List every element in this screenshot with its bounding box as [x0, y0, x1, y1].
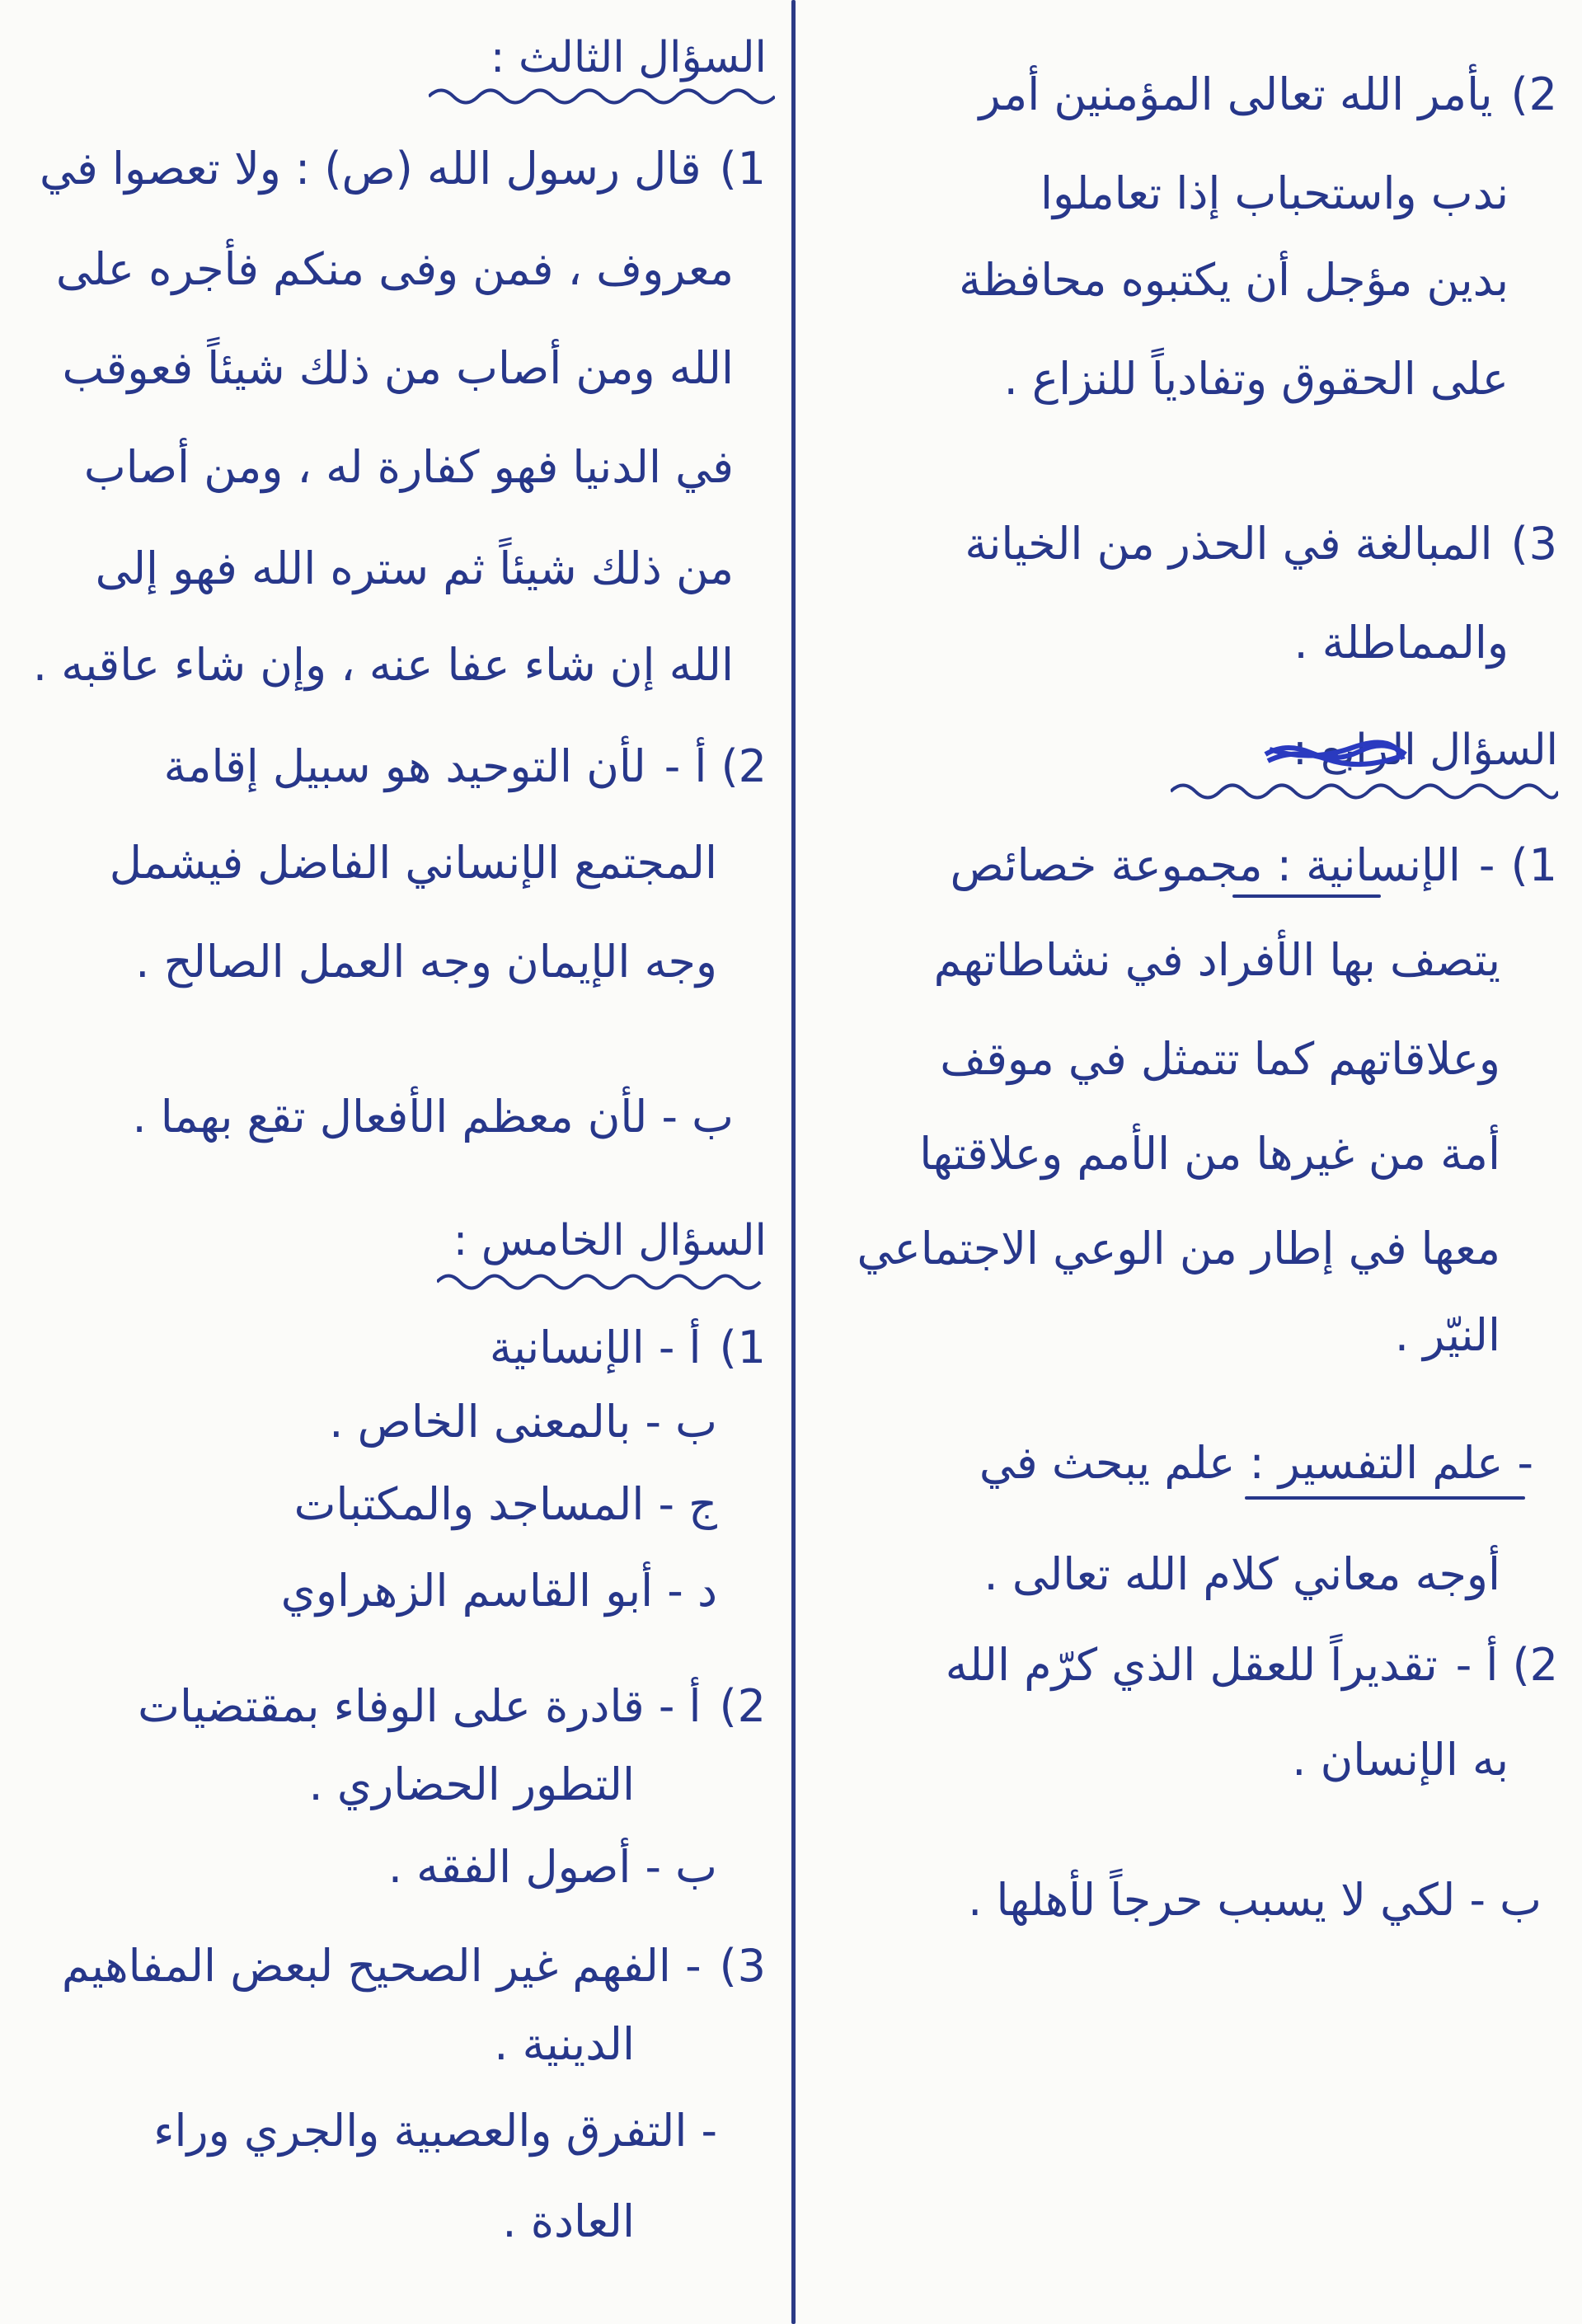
q3-item2a-line-1 [164, 738, 767, 796]
q3-item1-number: 1) [719, 143, 767, 195]
q4-heading: السؤال الرابع : [1293, 725, 1558, 775]
q-item3-text: المبالغة في الحذر من الخيانة [965, 518, 1493, 570]
q5-item2-line-3: ب - أصول الفقه . [387, 1841, 717, 1893]
q4-item1-line-2: يتصف بها الأفراد في نشاطاتهم [933, 934, 1500, 986]
q5-item1-line-4: د - أبو القاسم الزهراوي [280, 1565, 717, 1617]
q3-item1-line-6: الله إن شاء عفا عنه ، وإن شاء عاقبه . [32, 639, 734, 691]
q-item3-line-1 [965, 515, 1558, 573]
q4-item1-number: 1) - [1478, 839, 1558, 891]
q4-item1-line-3: وعلاقاتهم كما تتمثل في موقف [940, 1033, 1500, 1085]
q3-item2a-line-3: وجه الإيمان وجه العمل الصالح . [135, 936, 717, 988]
q4-item1-line-1 [950, 837, 1558, 894]
q4-item1-line-6: النيّر . [1394, 1309, 1500, 1361]
q5-heading-wavy-underline [437, 1270, 767, 1294]
q-item3-number: 3) [1510, 518, 1558, 570]
q3-item1-line-1 [40, 140, 767, 198]
q3-heading-wavy-underline [429, 84, 775, 109]
q5-item2-line-1 [138, 1678, 767, 1735]
q5-item1-line-2: ب - بالمعنى الخاص . [329, 1396, 717, 1448]
q4-item2-line-2: به الإنسان . [1292, 1734, 1509, 1786]
tafsir-underline [1245, 1496, 1525, 1500]
q4-heading-wavy-underline [1171, 779, 1558, 804]
q-item2-text: يأمر الله تعالى المؤمنين أمر [979, 68, 1493, 120]
q4-tafsir-line-1: - علم التفسير : علم يبحث في [979, 1437, 1533, 1489]
q4-item2-number: 2) أ - [1455, 1639, 1558, 1691]
q3-item1-line-4: في الدنيا فهو كفارة له ، ومن أصاب [83, 441, 734, 493]
q5-item2-number: 2) [719, 1680, 767, 1732]
q3-item1-line-2: معروف ، فمن وفى منكم فأجره على [55, 243, 734, 295]
q-item2-line-2: ندب واستحباب إذا تعاملوا [1040, 167, 1509, 219]
q4-tafsir-line-2: أوجه معاني كلام الله تعالى . [983, 1548, 1500, 1600]
q5-item1-number: 1) [719, 1322, 767, 1373]
q4-item1-line-4: أمة من غيرها من الأمم وعلاقتها [919, 1128, 1500, 1180]
q5-item3-line-2: الدينية . [494, 2018, 635, 2070]
q4-item1-text: الإنسانية : مجموعة خصائص [950, 839, 1461, 891]
q4-item1-line-5: معها في إطار من الوعي الاجتماعي [857, 1223, 1500, 1275]
q5-item3-line-1 [62, 1937, 767, 1995]
q-item2-line-1 [979, 66, 1559, 124]
q-item2-line-3: بدين مؤجل أن يكتبوه محافظة [959, 254, 1509, 306]
center-divider-line [791, 0, 796, 2324]
q5-item1-line-1 [490, 1319, 767, 1377]
q5-item2-line-2: التطور الحضاري . [308, 1758, 635, 1810]
q3-item1-line-5: من ذلك شيئاً ثم ستره الله فهو إلى [95, 542, 734, 594]
q4-item2-text: تقديراً للعقل الذي كرّم الله [945, 1639, 1438, 1691]
q5-item2a-text: أ - قادرة على الوفاء بمقتضيات [138, 1680, 702, 1732]
q5-item3-line-3: - التفرق والعصبية والجري وراء [153, 2105, 717, 2157]
q-item2-number: 2) [1510, 68, 1558, 120]
q5-item1-line-3: ج - المساجد والمكتبات [293, 1478, 717, 1530]
q5-item3-line-4: العادة . [502, 2195, 635, 2247]
q5-heading: السؤال الخامس : [453, 1216, 767, 1265]
q3-item2-number: 2) أ - [664, 740, 767, 792]
q3-heading: السؤال الثالث : [490, 33, 767, 82]
crossed-out-scribble-icon [1261, 738, 1410, 771]
q4-item2b: ب - لكي لا يسبب حرجاً لأهلها . [968, 1874, 1542, 1926]
q5-item3-number: 3) [719, 1940, 767, 1992]
q5-item3a-text: - الفهم غير الصحيح لبعض المفاهيم [61, 1940, 702, 1992]
q3-item1-text: قال رسول الله (ص) : ولا تعصوا في [40, 143, 702, 195]
q3-item2a-line-2: المجتمع الإنساني الفاضل فيشمل [109, 837, 717, 889]
q3-item2b: ب - لأن معظم الأفعال تقع بهما . [132, 1091, 734, 1143]
term-underline [1232, 894, 1381, 898]
q-item2-line-4: على الحقوق وتفادياً للنزاع . [1003, 353, 1509, 405]
q3-item1-line-3: الله ومن أصاب من ذلك شيئاً فعوقب [62, 342, 734, 394]
q-item3-line-2: والمماطلة . [1293, 617, 1509, 669]
q5-item1a-text: أ - الإنسانية [489, 1322, 702, 1373]
q4-item2-line-1 [946, 1636, 1558, 1694]
q3-item2a-text: لأن التوحيد هو سبيل إقامة [163, 740, 646, 792]
